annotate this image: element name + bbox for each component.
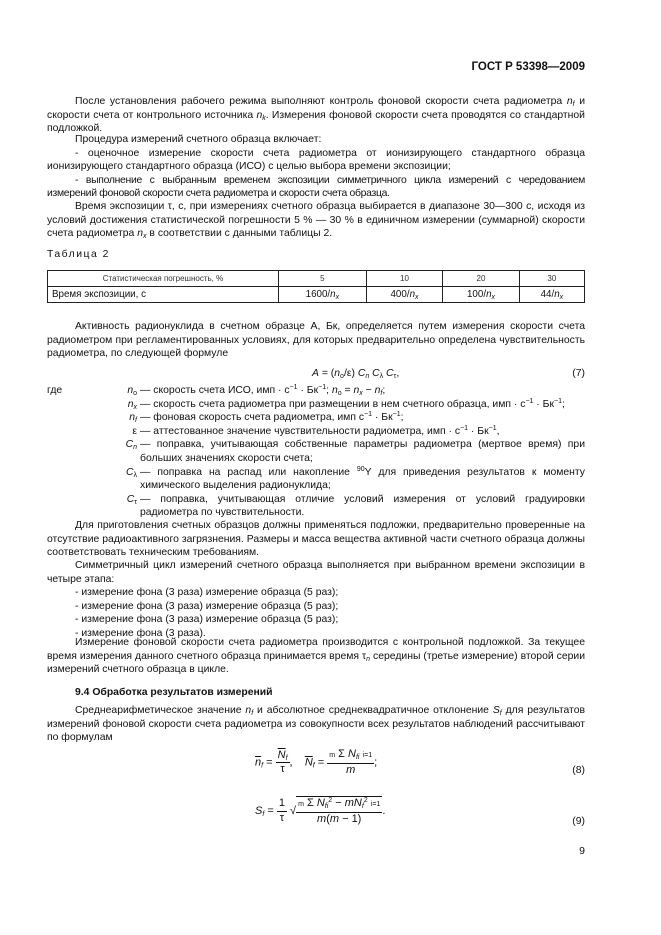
- equation-number-7: (7): [572, 368, 585, 379]
- paragraph-cycle: Симметричный цикл измерений счетного образца выполняется при выбранном времени экспозиции в четыре этапа: - измерение фона (3 раза) измерение образца (5 раз); - измерение фона (3 раза) измерение образца (5 раз); - измерение фона (3 раза) измерение образца (5 раз); - измерение фона (3 раза).: [47, 560, 585, 639]
- paragraph-substrates: Для приготовления счетных образцов должны применяться подложки, предварительно проверенные на отсутствие радиоактивного загрязнения. Размеры и масса вещества активной части счетного образца должны соответствовать техническим требованиям.: [47, 520, 585, 559]
- list-item: - измерение фона (3 раза) измерение образца (5 раз);: [75, 600, 339, 612]
- formula-8: $\overline{n}_f$ = $\frac{\overline{N}_f}{\tau}$ , $\overline{N}_f$ = $\frac{m \Sigma N_{fi} i=1}{m}$ ;: [255, 748, 378, 776]
- list-item: - оценочное измерение скорости счета радиометра от ионизирующего стандартного образца ионизирующего стандартного образца (ИСО) с целью выбора времени экспозиции;: [47, 147, 585, 173]
- formula-legend: где $n_o$ — скорость счета ИСО, имп · $с^{-1} \cdot Бк^{-1}$; $n_o = n_x - n_f$; $n_x$ — скорость счета радиометра при размещении в нем счетного образца, имп · $с^{-1} \cdot Бк^{-1}$; $n_f$ — фоновая скорость счета радиометра, имп $с^{-1} \cdot Бк^{-1}$; ε — аттестованное значение чувствительности радиометра, имп · $с^{-1} \cdot Бк^{-1}$, $C_n$ — поправка, учитывающая собственные параметры радиометра (мертвое время) при больших значениях скорости счета; $C_\lambda$ — поправка на распад или накопление $^{90}$Y для приведения результатов к моменту химического выделения радионуклида; $C_\tau$ — поправка, учитывающая отличие условий измерения от условий градуировки радиометра по чувствительности.: [47, 384, 585, 519]
- list-item: - выполнение с выбранным временем экспозиции симметричного цикла измерений с чередованием измерений фоновой скорости счета радиометра и скорости счета образца.: [47, 174, 585, 200]
- table-row: Время экспозиции, с $1600/n_x$ $400/n_x$ $100/n_x$ $44/n_x$: [48, 287, 585, 303]
- paragraph-background: Измерение фоновой скорости счета радиометра производится с контрольной подложкой. За текущее время измерения данного счетного образца принимается время $\tau_n$ середины (третье измерение) второй серии измерений счетного образца в цикле.: [47, 637, 586, 676]
- page-number: 9: [579, 845, 585, 857]
- table-header-row: Статистическая погрешность, % 5 10 20 30: [48, 271, 585, 287]
- paragraph-exposure: Время экспозиции τ, с, при измерениях счетного образца выбирается в диапазоне 30—300 с, исходя из условий достижения статистической погрешности 5 % — 30 % в единичном измерении (суммарной) скорости счета радиометра $n_x$ в соответствии с данными таблицы 2.: [47, 201, 585, 241]
- table-caption: Таблица 2: [47, 249, 110, 260]
- equation-number-8: (8): [572, 765, 585, 776]
- paragraph-activity: Активность радионуклида в счетном образце А, Бк, определяется путем измерения скорости счета радиометром при регламентированных условиях, для которых предварительно определена чувствительность радиометра, по следующей формуле: [47, 321, 585, 360]
- list-item: - измерение фона (3 раза).: [75, 627, 206, 639]
- paragraph-mean: Среднеарифметическое значение $n_f$ и абсолютное среднеквадратичное отклонение $S_f$ для результатов измерений фоновой скорости счета радиометра из совокупности всех результатов наблюдений рассчитывают по формулам: [47, 705, 585, 744]
- list-item: - измерение фона (3 раза) измерение образца (5 раз);: [75, 587, 339, 599]
- table-2: [47, 270, 585, 303]
- section-heading: 9.4 Обработка результатов измерений: [75, 687, 273, 698]
- formula-9: $S_f$ = $\frac{1}{\tau}$ √ $\frac{m \Sigma N_{fi}^2 - m\overline{N}_f^2 i=1}{m(m - 1)}$ .: [255, 797, 386, 825]
- list-item: - измерение фона (3 раза) измерение образца (5 раз);: [75, 614, 339, 626]
- paragraph-control: После установления рабочего режима выполняют контроль фоновой скорости счета радиометра $n_f$ и скорости счета от контрольного источника $n_k$. Измерения фоновой скорости счета проводятся со стандартной подложкой.: [47, 96, 586, 135]
- paragraph-procedure: Процедура измерений счетного образца включает: - оценочное измерение скорости счета радиометра от ионизирующего стандартного образца ионизирующего стандартного образца (ИСО) с целью выбора времени экспозиции; - выполнение с выбранным временем экспозиции симметричного цикла измерений с чередованием измерений фоновой скорости счета радиометра и скорости счета образца.: [47, 134, 585, 200]
- formula-7: $A = (n_o/\varepsilon)$ $C_n$ $C_\lambda$ $C_\tau$,: [312, 368, 400, 380]
- standard-header: ГОСТ Р 53398—2009: [471, 61, 585, 73]
- equation-number-9: (9): [572, 816, 585, 827]
